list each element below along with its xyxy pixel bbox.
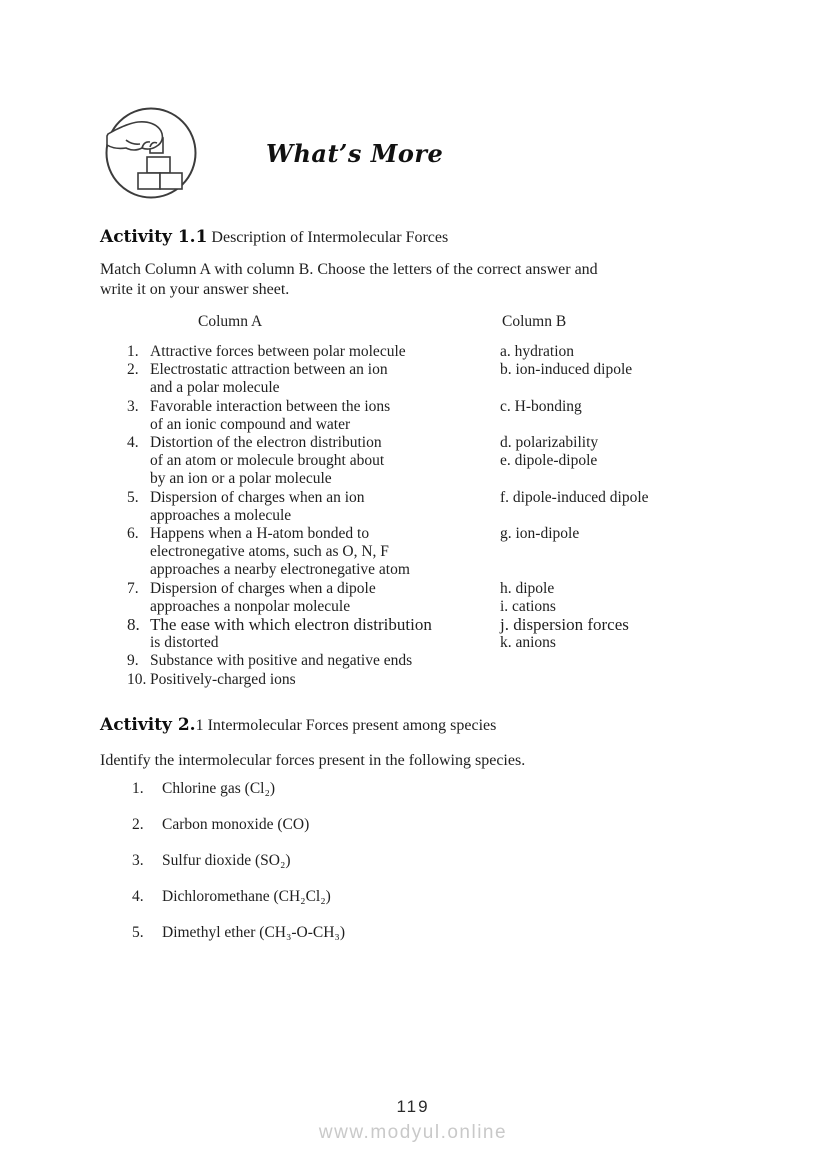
page-title: What’s More — [266, 138, 444, 168]
item-number: 3. — [132, 852, 144, 869]
species-item — [100, 924, 345, 942]
column-headers — [100, 313, 728, 333]
species-text: Sulfur dioxide (SO₂) — [162, 852, 291, 869]
column-b-text: f. dipole-induced dipole — [500, 488, 649, 506]
item-number — [127, 543, 150, 561]
item-number: 2. — [132, 816, 144, 833]
column-b-text: k. anions — [500, 634, 556, 652]
matching-row — [100, 361, 728, 379]
species-text: Dichloromethane (CH₂Cl₂) — [162, 888, 331, 905]
instructions-line: Match Column A with column B. Choose the letters of the correct answer and — [100, 261, 598, 278]
activity2-section — [100, 714, 728, 941]
column-a-text: approaches a nonpolar molecule — [150, 597, 351, 615]
matching-row — [100, 616, 728, 634]
species-item — [100, 852, 345, 870]
activity1-label: Activity 1.1 — [100, 227, 208, 247]
matching-row — [100, 489, 728, 507]
column-b-text — [497, 671, 728, 689]
activity2-heading — [100, 714, 728, 737]
species-text: Chlorine gas (Cl₂) — [162, 780, 276, 797]
column-b-text: g. ion-dipole — [500, 525, 580, 543]
hand-stacking-blocks-icon — [104, 106, 198, 200]
column-b-text — [497, 379, 728, 397]
column-a-text: The ease with which electron distribution — [150, 615, 432, 635]
activity2-label: Activity 2. — [100, 715, 196, 735]
column-a-header: Column A — [198, 313, 263, 330]
column-b-text: h. dipole — [500, 579, 555, 597]
item-number: 3. — [127, 397, 139, 415]
matching-row — [100, 379, 728, 397]
column-b-text: b. ion-induced dipole — [500, 361, 633, 379]
instructions-line: Identify the intermolecular forces present in the following species. — [100, 752, 526, 769]
column-a-text: and a polar molecule — [150, 379, 280, 397]
section-header — [104, 106, 443, 200]
species-item — [100, 816, 345, 834]
column-a-text: Positively-charged ions — [150, 670, 296, 688]
column-b-text — [497, 416, 728, 434]
matching-row — [100, 580, 728, 598]
item-number: 6. — [127, 525, 139, 543]
matching-row — [100, 543, 728, 561]
item-number — [127, 598, 150, 616]
item-number: 5. — [127, 488, 139, 506]
column-b-text: c. H-bonding — [500, 397, 582, 415]
matching-row — [100, 398, 728, 416]
item-number: 10. — [127, 670, 147, 688]
column-b-text — [497, 470, 728, 488]
item-number: 5. — [132, 924, 144, 941]
species-list — [100, 780, 345, 960]
column-b-text: i. cations — [500, 597, 556, 615]
matching-row — [100, 561, 728, 579]
item-number: 4. — [127, 434, 139, 452]
matching-row — [100, 507, 728, 525]
item-number — [127, 470, 150, 488]
column-b-text: a. hydration — [500, 343, 575, 360]
item-number: 1. — [127, 343, 139, 360]
item-number — [127, 561, 150, 579]
column-a-text: electronegative atoms, such as O, N, F — [150, 543, 389, 561]
item-number — [127, 634, 150, 652]
column-a-text: Attractive forces between polar molecule — [150, 343, 406, 360]
column-a-text: approaches a molecule — [150, 506, 292, 524]
column-a-text: of an atom or molecule brought about — [150, 452, 385, 470]
matching-row — [100, 434, 728, 452]
column-a-text: approaches a nearby electronegative atom — [150, 561, 410, 579]
matching-row — [100, 452, 728, 470]
matching-table — [100, 343, 728, 689]
column-b-text: e. dipole-dipole — [500, 452, 598, 470]
column-b-text: j. dispersion forces — [500, 615, 629, 635]
column-b-text — [497, 543, 728, 561]
item-number: 1. — [132, 780, 144, 797]
watermark: www.modyul.online — [318, 1122, 508, 1143]
column-a-text: by an ion or a polar molecule — [150, 470, 332, 488]
column-a-text: Happens when a H-atom bonded to — [150, 525, 370, 543]
column-b-header: Column B — [502, 313, 567, 330]
instructions-line: write it on your answer sheet. — [100, 281, 290, 298]
matching-row — [100, 470, 728, 488]
species-text: Carbon monoxide (CO) — [162, 816, 310, 833]
activity2-title: Intermolecular Forces present among species — [207, 717, 497, 734]
item-number — [127, 416, 150, 434]
item-number: 9. — [127, 652, 139, 670]
column-b-text — [497, 561, 728, 579]
matching-row — [100, 598, 728, 616]
activity1-title: Description of Intermolecular Forces — [211, 229, 449, 246]
item-number: 8. — [127, 615, 140, 635]
species-item — [100, 780, 345, 798]
activity1-instructions — [100, 260, 598, 300]
activity1-heading — [100, 226, 728, 249]
species-text: Dimethyl ether (CH₃-O-CH₃) — [162, 924, 345, 941]
column-a-text: Distortion of the electron distribution — [150, 434, 382, 452]
column-a-text: Dispersion of charges when a dipole — [150, 579, 376, 597]
column-a-text: of an ionic compound and water — [150, 415, 351, 433]
column-a-text: Substance with positive and negative ends — [150, 652, 413, 670]
item-number — [127, 452, 150, 470]
column-b-text — [497, 652, 728, 670]
column-a-text: Electrostatic attraction between an ion — [150, 361, 388, 379]
column-b-text: d. polarizability — [500, 434, 599, 452]
page-number: 119 — [396, 1097, 430, 1116]
activity1-section — [100, 226, 728, 688]
matching-row — [100, 652, 728, 670]
matching-row — [100, 671, 728, 689]
item-number — [127, 379, 150, 397]
column-b-text — [497, 507, 728, 525]
item-number — [127, 507, 150, 525]
item-number: 2. — [127, 361, 139, 379]
matching-row — [100, 416, 728, 434]
column-a-text: Favorable interaction between the ions — [150, 397, 391, 415]
column-a-text: is distorted — [150, 634, 219, 652]
item-number: 7. — [127, 579, 139, 597]
matching-row — [100, 525, 728, 543]
column-a-text: Dispersion of charges when an ion — [150, 488, 365, 506]
matching-row — [100, 343, 728, 361]
matching-row — [100, 634, 728, 652]
item-number: 4. — [132, 888, 144, 905]
activity2-label-suffix: 1 — [195, 717, 204, 734]
activity2-instructions — [100, 751, 525, 771]
species-item — [100, 888, 345, 906]
